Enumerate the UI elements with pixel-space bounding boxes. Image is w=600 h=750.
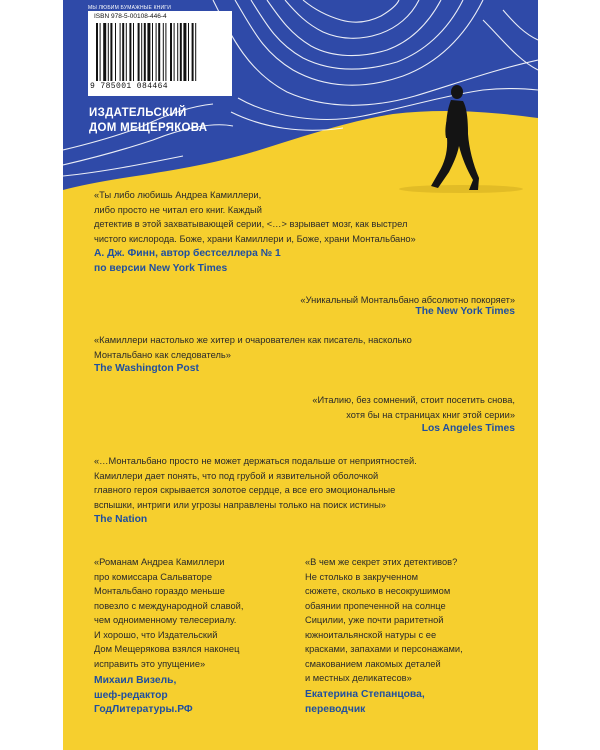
review-source-2: The New York Times — [415, 306, 515, 317]
barcode-bar — [110, 23, 112, 81]
barcode-bar — [103, 23, 106, 81]
barcode-bar — [141, 23, 142, 81]
review-source-3: The Washington Post — [94, 363, 199, 374]
review-source-1: А. Дж. Финн, автор бестселлера № 1 по версии New York Times — [94, 248, 281, 274]
barcode-bar — [133, 23, 134, 81]
book-back-cover — [63, 0, 538, 750]
column-source-right: Екатерина Степанцова, переводчик — [305, 689, 425, 715]
publisher-name — [89, 106, 207, 136]
barcode-bar — [192, 23, 194, 81]
review-quote-3: «Камиллери настолько же хитер и очарователен как писатель, насколько Монтальбано как следователь» — [94, 335, 412, 360]
barcode-bar — [115, 23, 116, 81]
barcode-bars — [94, 23, 224, 81]
review-quote-1: «Ты либо любишь Андреа Камиллери, либо просто не читал его книг. Каждый детектив в этой захватывающей серии, <…> взрывает мозг, как выстрел чистого кислорода. Боже, храни Камиллери и, Боже, храни Монтальбано» — [94, 190, 416, 244]
barcode-bar — [129, 23, 131, 81]
barcode-bar — [120, 23, 121, 81]
publisher-line-2: ДОМ МЕЩЕРЯКОВА — [89, 122, 208, 134]
review-quote-5: «…Монтальбано просто не может держаться подальше от неприятностей. Камиллери дает понять, что под грубой и язвительной оболочкой главного героя скрывается золотое сердце, а все его эмоциональные вспышки, интриги или угрозы направлены только на поиск истины» — [94, 456, 417, 510]
barcode-bar — [122, 23, 124, 81]
barcode-bar — [174, 23, 175, 81]
barcode-bar — [183, 23, 186, 81]
barcode-slogan: МЫ ЛЮБИМ БУМАЖНЫЕ КНИГИ — [88, 5, 171, 11]
barcode-bar — [152, 23, 153, 81]
barcode-bar — [180, 23, 182, 81]
review-source-5: The Nation — [94, 514, 148, 525]
column-quote-right: «В чем же секрет этих детективов? Не столько в закрученном сюжете, сколько в несокрушимом обаянии пропеченной на солнце Сицилии, уже почти раритетной южноитальянской натуры с ее красками, запахами и персонажами, смакованием лакомых деталей и местных деликатесов» — [305, 557, 463, 683]
barcode-bar — [188, 23, 189, 81]
review-quote-2: «Уникальный Монтальбано абсолютно покоряет» — [300, 295, 515, 305]
barcode-label — [88, 11, 232, 96]
barcode-bar — [163, 23, 164, 81]
barcode-bar — [170, 23, 172, 81]
barcode-bar — [108, 23, 109, 81]
barcode-bar — [138, 23, 140, 81]
barcode-bar — [96, 23, 98, 81]
barcode-bar — [147, 23, 150, 81]
column-quote-left: «Романам Андреа Камиллери про комиссара Сальваторе Монтальбано гораздо меньше повезло с международной славой, чем одноименному телесериалу. И хорошо, что Издательский Дом Мещерякова взялся наконец исправить это упущение» — [94, 557, 244, 669]
publisher-line-1: ИЗДАТЕЛЬСКИЙ — [89, 107, 187, 119]
barcode-bar — [165, 23, 166, 81]
review-quote-4: «Италию, без сомнений, стоит посетить снова, хотя бы на страницах книг этой серии» — [312, 395, 515, 420]
review-source-4: Los Angeles Times — [421, 423, 515, 434]
isbn-text: ISBN 978-5-00108-446-4 — [94, 13, 167, 20]
barcode-bar — [195, 23, 196, 81]
barcode-bar — [156, 23, 157, 81]
barcode-bar — [100, 23, 101, 81]
barcode-bar — [144, 23, 146, 81]
column-source-left: Михаил Визель, шеф-редактор ГодЛитературы.РФ — [94, 675, 193, 715]
barcode-bar — [177, 23, 178, 81]
barcode-digits: 9 785001 084464 — [90, 82, 169, 91]
barcode-bar — [158, 23, 160, 81]
barcode-bar — [126, 23, 127, 81]
